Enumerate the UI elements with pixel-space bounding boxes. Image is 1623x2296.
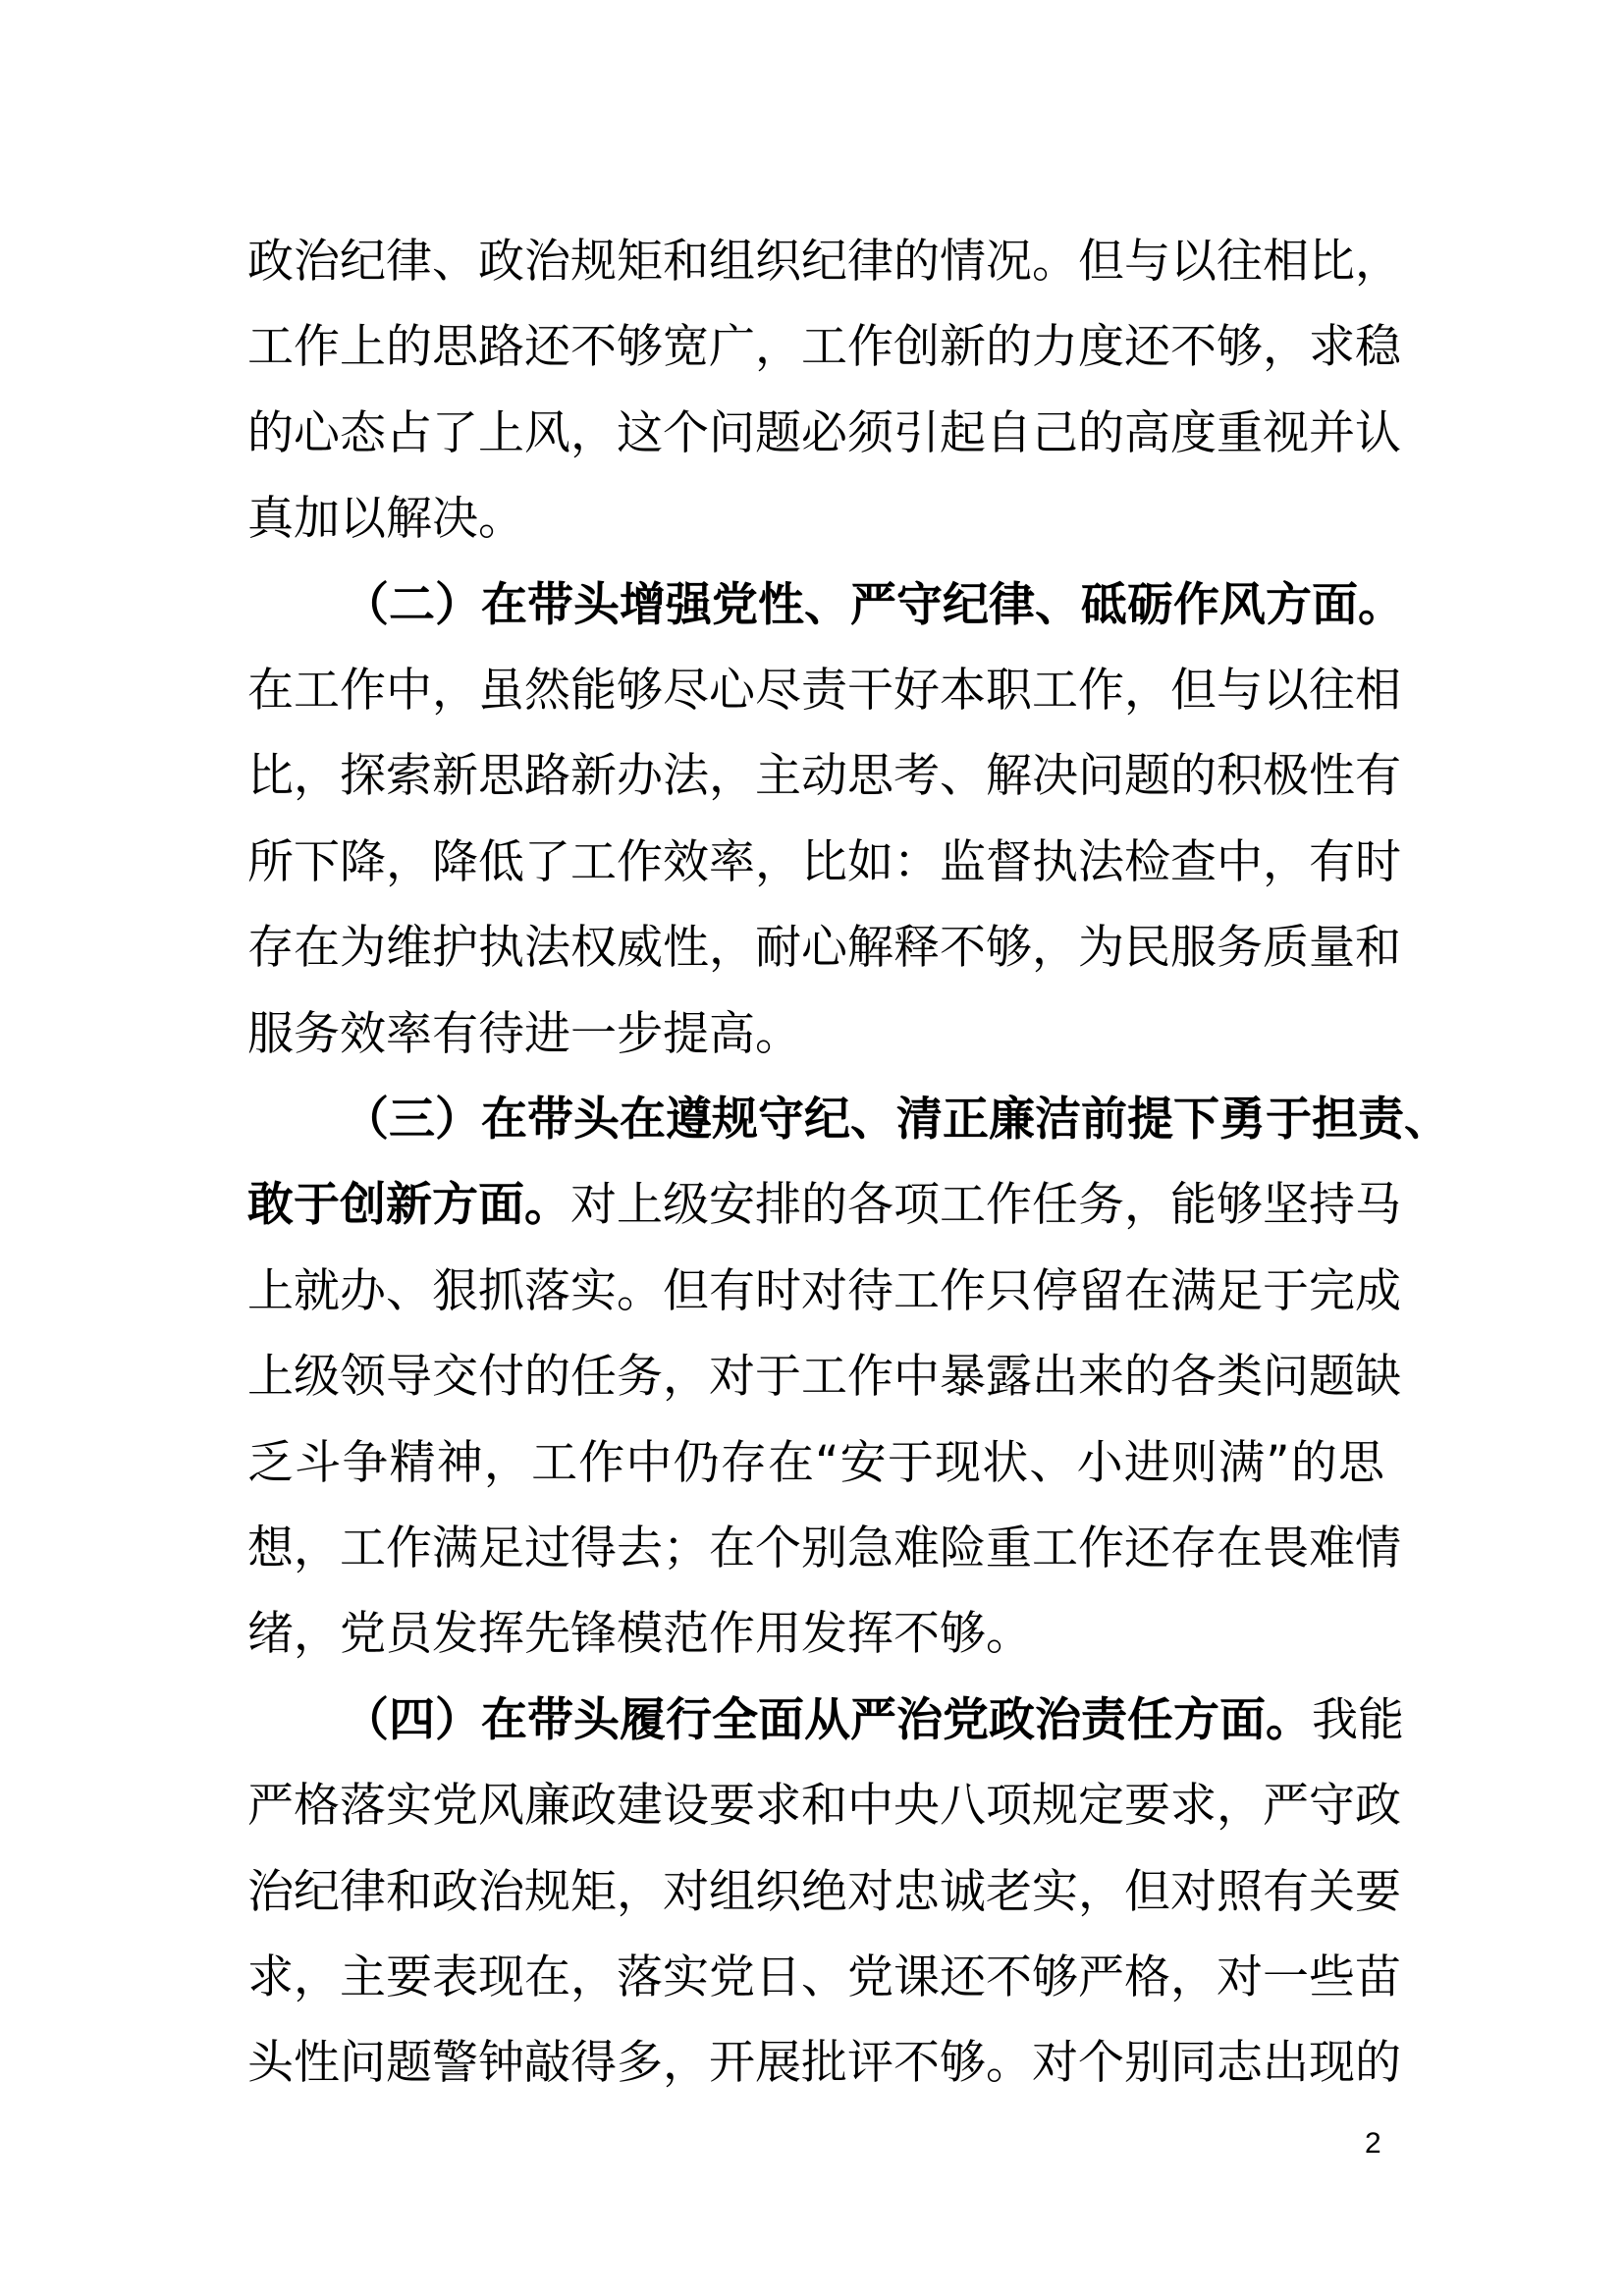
- body-text: 我能: [1312, 1692, 1404, 1747]
- bold-heading-text: （三）在带头在遵规守纪、清正廉洁前提下勇于担责、: [343, 1093, 1450, 1147]
- section-heading-line: [343, 1691, 1404, 1750]
- body-text: 上级领导交付的任务，对于工作中暴露出来的各类问题缺: [247, 1350, 1401, 1405]
- body-text: 政治纪律、政治规矩和组织纪律的情况。但与以往相比，: [247, 235, 1401, 289]
- text-line: [247, 1949, 1401, 2007]
- body-text: 治纪律和政治规矩，对组织绝对忠诚老实，但对照有关要: [247, 1864, 1401, 1919]
- body-text: 比，探索新思路新办法，主动思考、解决问题的积极性有: [247, 749, 1401, 804]
- text-line: [247, 490, 1384, 549]
- text-line: [247, 1434, 1384, 1493]
- text-line: [247, 1777, 1401, 1836]
- text-line: [247, 1863, 1401, 1922]
- text-line: [247, 1176, 1401, 1235]
- body-text: 头性问题警钟敲得多，开展批评不够。对个别同志出现的: [247, 2036, 1401, 2091]
- body-text: 的心态占了上风，这个问题必须引起自己的高度重视并认: [247, 405, 1401, 460]
- body-text: 求，主要表现在，落实党日、党课还不够严格，对一些苗: [247, 1950, 1401, 2004]
- text-line: [247, 662, 1401, 721]
- page-number: 2: [1365, 2127, 1381, 2160]
- body-text: 上就办、狠抓落实。但有时对待工作只停留在满足于完成: [247, 1263, 1401, 1318]
- text-line: [247, 1005, 1384, 1064]
- body-text: 工作上的思路还不够宽广，工作创新的力度还不够，求稳: [247, 320, 1401, 375]
- bold-heading-text: （四）在带头履行全面从严治党政治责任方面。: [343, 1692, 1312, 1747]
- body-text: 所下降，降低了工作效率，比如：监督执法检查中，有时: [247, 834, 1401, 889]
- text-line: [247, 404, 1401, 463]
- section-heading-line: [343, 576, 1404, 635]
- body-text: 想，工作满足过得去；在个别急难险重工作还存在畏难情: [247, 1522, 1401, 1575]
- bold-heading-text: 敢于创新方面。: [247, 1178, 570, 1233]
- body-text: 在工作中，虽然能够尽心尽责干好本职工作，但与以往相: [247, 664, 1401, 718]
- body-text: 严格落实党风廉政建设要求和中央八项规定要求，严守政: [247, 1779, 1401, 1834]
- text-line: [247, 1348, 1401, 1407]
- text-line: [247, 919, 1401, 978]
- bold-heading-text: （二）在带头增强党性、严守纪律、砥砺作风方面。: [343, 577, 1404, 632]
- body-text: 乏斗争精神，工作中仍存在“安于现状、小进则满”的思: [247, 1435, 1384, 1490]
- text-line: [247, 318, 1401, 377]
- text-line: [247, 2034, 1401, 2093]
- body-text: 服务效率有待进一步提高。: [247, 1006, 801, 1061]
- text-line: [247, 1262, 1401, 1321]
- text-line: [247, 1520, 1401, 1578]
- body-text: 存在为维护执法权威性，耐心解释不够，为民服务质量和: [247, 921, 1401, 976]
- section-heading-line: [343, 1091, 1450, 1149]
- body-text: 对上级安排的各项工作任务，能够坚持马: [570, 1178, 1401, 1233]
- text-line: [247, 1605, 1384, 1664]
- body-text: 真加以解决。: [247, 492, 524, 547]
- text-line: [247, 233, 1401, 292]
- text-line: [247, 747, 1401, 806]
- text-line: [247, 833, 1401, 892]
- body-text: 绪，党员发挥先锋模范作用发挥不够。: [247, 1607, 1032, 1662]
